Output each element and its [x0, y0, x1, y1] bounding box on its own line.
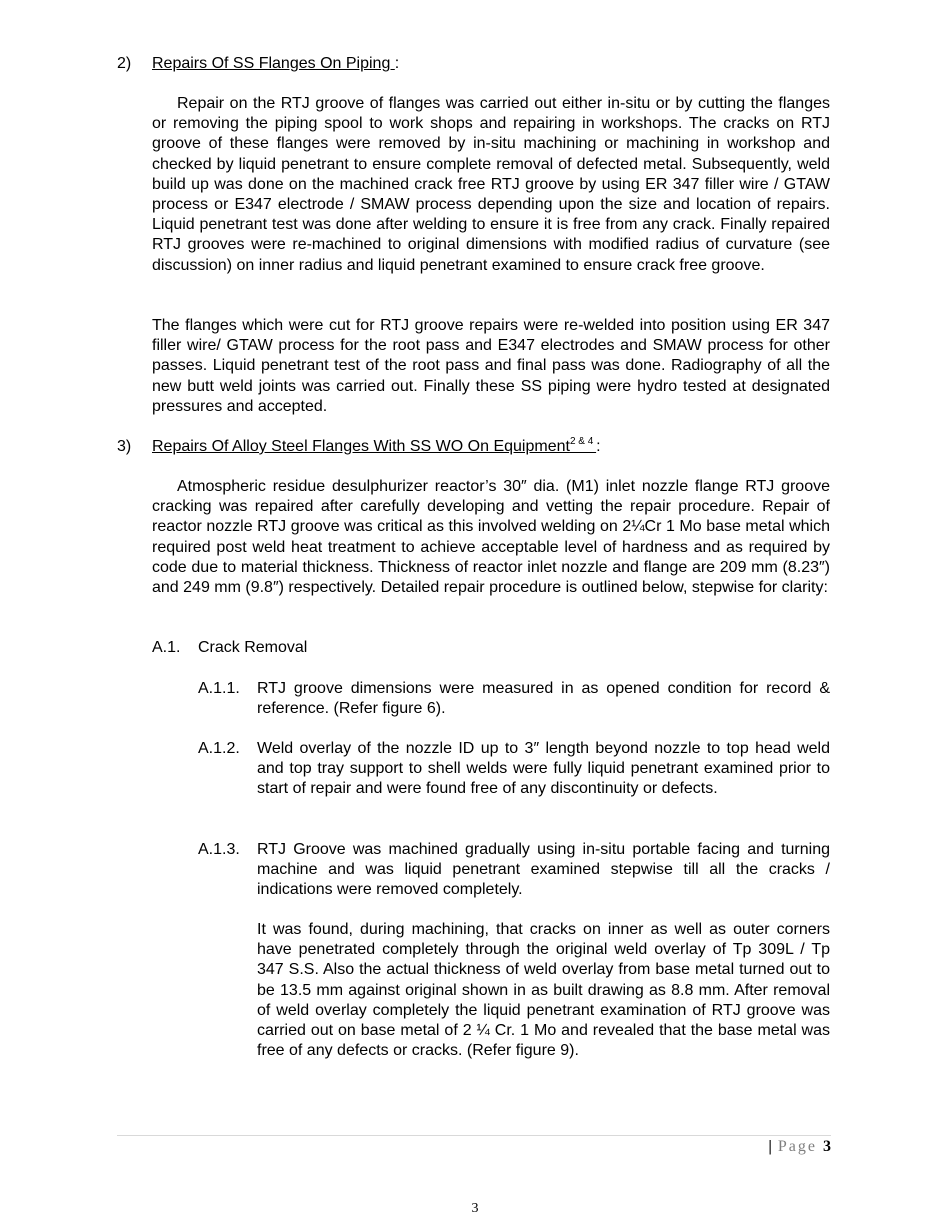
footer-page-number: 3: [823, 1138, 831, 1155]
a1-1-text: RTJ groove dimensions were measured in as opened condition for record & reference. (Refer figure 6).: [257, 680, 830, 718]
footer-page-label: [768, 1137, 831, 1157]
a1-3-number: A.1.3.: [198, 841, 240, 858]
section-3-heading-colon: :: [596, 438, 601, 455]
section-2-heading: [152, 54, 399, 74]
section-2-paragraph-1: Repair on the RTJ groove of flanges was carried out either in-situ or by cutting the flanges or removing the piping spool to work shops and repairing in workshops. The cracks on RTJ groove of these flanges were removed by in-situ machining or machining in workshop and checked by liquid penetrant to ensure complete removal of defected metal. Subsequently, weld build up was done on the machined crack free RTJ groove by using ER 347 filler wire / GTAW process or E347 electrode / SMAW process depending upon the size and location of repairs. Liquid penetrant test was done after welding to ensure it is free from any crack. Finally repaired RTJ grooves were re-machined to original dimensions with modified radius of curvature (see discussion) on inner radius and liquid penetrant examined to ensure crack free groove.: [152, 95, 830, 274]
a1-1-number: A.1.1.: [198, 680, 240, 697]
section-3-heading: [152, 437, 601, 457]
section-3-heading-reference: 2 & 4: [569, 435, 597, 447]
footer-divider: [117, 1135, 831, 1136]
footer-page-word: Page: [771, 1138, 823, 1155]
a1-2-text: Weld overlay of the nozzle ID up to 3″ length beyond nozzle to top head weld and top tray support to shell welds were fully liquid penetrant examined prior to start of repair and were found free of any discontinuity or defects.: [257, 740, 830, 798]
a1-2-number: A.1.2.: [198, 740, 240, 757]
section-3-number: 3): [117, 438, 132, 455]
section-3-heading-text: [152, 435, 597, 455]
a1-number: A.1.: [152, 639, 181, 656]
section-2-number: 2): [117, 55, 132, 72]
section-2-heading-colon: :: [394, 55, 400, 72]
a1-3-text: RTJ Groove was machined gradually using in-situ portable facing and turning machine and was liquid penetrant examined stepwise till all the cracks / indications were removed completely.: [257, 841, 830, 899]
section-3-heading-label: Repairs Of Alloy Steel Flanges With SS WO On Equipment: [152, 438, 570, 455]
a1-3-text-continued: It was found, during machining, that cracks on inner as well as outer corners have penetrated completely through the original weld overlay of Tp 309L / Tp 347 S.S. Also the actual thickness of weld overlay from base metal turned out to be 13.5 mm against original shown in as built drawing as 8.8 mm. After removal of weld overlay completely the liquid penetrant examination of RTJ groove was carried out on base metal of 2 ¼ Cr. 1 Mo and revealed that the base metal was free of any defects or cracks. (Refer figure 9).: [257, 921, 830, 1060]
a1-title: Crack Removal: [198, 639, 308, 656]
bottom-page-number: 3: [471, 1201, 479, 1216]
footer-bar: |: [768, 1138, 772, 1155]
section-3-paragraph-1: Atmospheric residue desulphurizer reactor’s 30″ dia. (M1) inlet nozzle flange RTJ groove cracking was repaired after carefully developing and vetting the repair procedure. Repair of reactor nozzle RTJ groove was critical as this involved welding on 2¼Cr 1 Mo base metal which required post weld heat treatment to achieve acceptable level of hardness and as required by code due to material thickness. Thickness of reactor inlet nozzle and flange are 209 mm (8.23″) and 249 mm (9.8″) respectively. Detailed repair procedure is outlined below, stepwise for clarity:: [152, 478, 830, 597]
section-2-paragraph-2: The flanges which were cut for RTJ groove repairs were re-welded into position using ER 347 filler wire/ GTAW process for the root pass and E347 electrodes and SMAW process for other passes. Liquid penetrant test of the root pass and final pass was done. Radiography of all the new butt weld joints was carried out. Finally these SS piping were hydro tested at designated pressures and accepted.: [152, 317, 830, 415]
section-2-heading-text: Repairs Of SS Flanges On Piping: [152, 55, 395, 72]
